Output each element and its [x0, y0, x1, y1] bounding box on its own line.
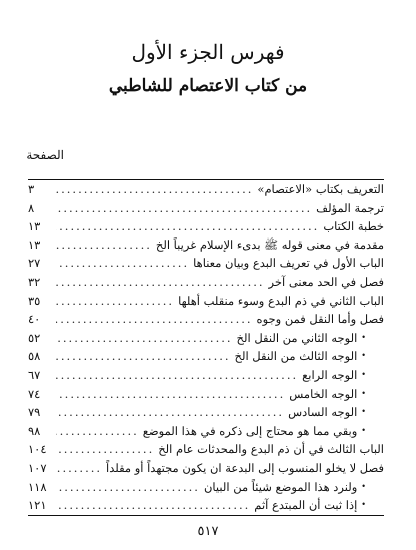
toc-entry	[28, 422, 384, 441]
toc-entry	[28, 403, 384, 422]
page-subtitle: من كتاب الاعتصام للشاطبي	[108, 76, 308, 96]
dot-leader	[56, 236, 152, 255]
toc-entry-title: الباب الثالث في أن ذم البدع والمحدثات عام الخ	[158, 442, 384, 457]
toc-entry-page: ٧٤	[28, 386, 41, 401]
toc-entry	[28, 496, 384, 515]
toc-entry-page: ١١٨	[28, 479, 47, 494]
toc-entry-title: خطبة الكتاب	[323, 219, 384, 234]
dot-leader	[56, 217, 319, 236]
toc-entry-title: الباب الأول في تعريف البدع وبيان معناها	[193, 256, 384, 271]
toc-entry-page: ٣	[28, 182, 35, 196]
toc-entry-title: • الوجه الثاني من النقل الخ	[236, 330, 358, 345]
toc-entry	[28, 329, 384, 348]
dot-leader	[56, 180, 253, 199]
page-number: ٥١٧	[197, 524, 219, 539]
toc-entry-title: الباب الثاني في ذم البدع وسوء منقلب أهلها	[178, 293, 384, 308]
toc-entry-page: ٤٠	[28, 312, 41, 327]
toc-entry-page: ٢٧	[28, 256, 41, 271]
dot-leader	[56, 347, 231, 366]
toc-entry-title: • ولنرد هذا الموضع شيئاً من البيان	[203, 479, 358, 494]
toc-entry-page: ١٢١	[28, 498, 47, 513]
page-title: فهرس الجزء الأول	[131, 40, 285, 64]
toc-entry	[28, 366, 384, 385]
toc-entry-title: • الوجه الرابع	[302, 367, 358, 382]
toc-entry	[28, 236, 384, 255]
toc-entry	[28, 440, 384, 459]
toc-entry	[28, 459, 384, 478]
toc-entry-title: • الوجه الخامس	[289, 386, 358, 401]
toc-entry	[28, 199, 384, 218]
toc-entry-title: فصل لا يخلو المنسوب إلى البدعة ان يكون مجتهداً أو مقلداً	[106, 460, 384, 475]
toc-entry	[28, 292, 384, 311]
toc-entry-page: ٥٢	[28, 330, 41, 345]
toc-entry	[28, 385, 384, 404]
toc-entry	[28, 180, 384, 199]
toc-entry-page: ١٠٧	[28, 460, 47, 475]
toc-entry-title: • وبقي مما هو محتاج إلى ذكره في هذا الموضع	[142, 423, 358, 438]
dot-leader	[56, 403, 284, 422]
toc-entry-page: ٣٢	[28, 274, 41, 289]
dot-leader	[56, 459, 102, 478]
toc-entry-title: • الوجه الثالث من النقل الخ	[234, 349, 358, 364]
dot-leader	[56, 496, 250, 515]
page-column-label: الصفحة	[26, 148, 64, 162]
toc-entry-page: ٦٧	[28, 367, 41, 382]
table-of-contents	[28, 179, 384, 516]
toc-entry-title: التعريف بكتاب «الاعتصام»	[257, 182, 384, 196]
toc-entry	[28, 347, 384, 366]
toc-entry	[28, 273, 384, 292]
toc-entry-title: مقدمة في معنى قوله ﷺ بدىء الإسلام غريباً الخ	[155, 237, 384, 252]
toc-entry-page: ٩٨	[28, 423, 41, 438]
toc-entry-page: ٥٨	[28, 349, 41, 364]
dot-leader	[56, 292, 174, 311]
toc-entry-title: فصل وأما النقل فمن وجوه	[256, 312, 384, 327]
dot-leader	[56, 366, 298, 385]
dot-leader	[56, 440, 154, 459]
toc-entry-page: ٣٥	[28, 293, 41, 308]
toc-entry-title: فصل في الحد معنى آخر	[268, 274, 384, 289]
toc-entry-page: ١٣	[28, 237, 41, 252]
toc-entry	[28, 478, 384, 497]
dot-leader	[56, 273, 265, 292]
dot-leader	[56, 385, 285, 404]
toc-entry-page: ١٣	[28, 219, 41, 234]
dot-leader	[56, 329, 233, 348]
dot-leader	[56, 422, 139, 441]
toc-entry-page: ٧٩	[28, 405, 41, 420]
dot-leader	[56, 478, 200, 497]
toc-entry	[28, 310, 384, 329]
toc-entry	[28, 217, 384, 236]
toc-entry-title: • إذا ثبت أن المبتدع آثم	[254, 498, 358, 513]
toc-entry-page: ٨	[28, 200, 35, 215]
toc-entry	[28, 254, 384, 273]
dot-leader	[56, 310, 253, 329]
dot-leader	[56, 254, 189, 273]
dot-leader	[56, 199, 312, 218]
toc-entry-title: ترجمة المؤلف	[316, 200, 384, 215]
toc-entry-page: ١٠٤	[28, 442, 47, 457]
toc-entry-title: • الوجه السادس	[288, 405, 358, 420]
